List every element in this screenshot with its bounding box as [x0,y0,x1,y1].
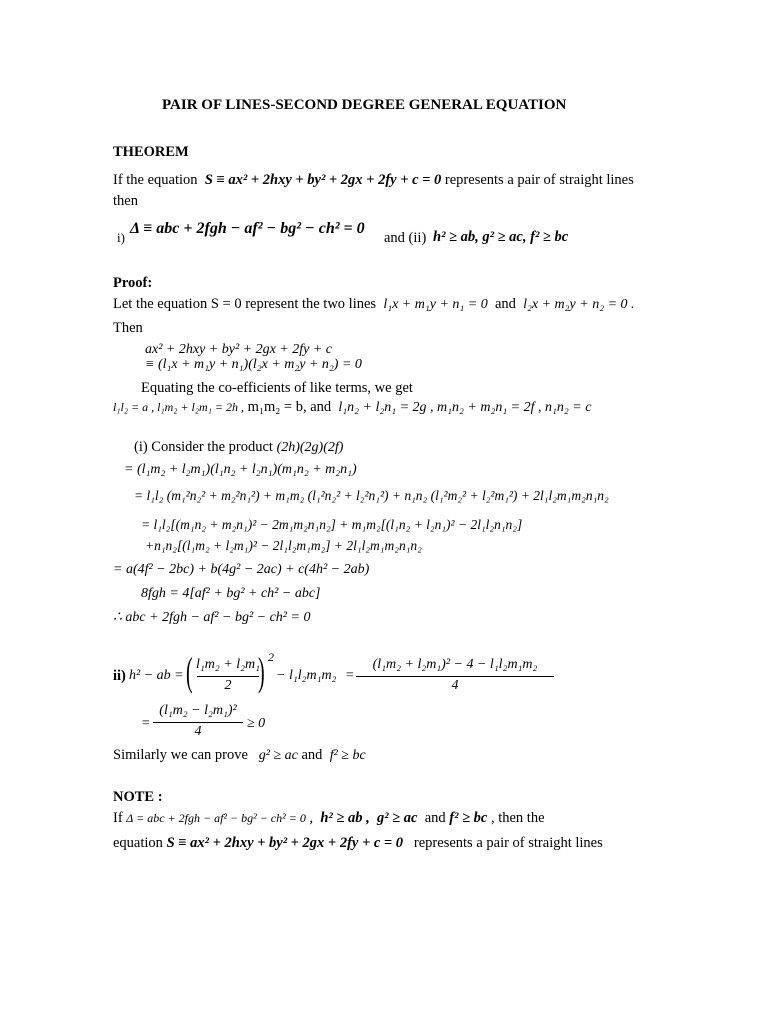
note-line-2 [113,834,603,852]
note-equation-word: equation [113,835,163,851]
theorem-intro [113,171,634,189]
condition-i-equation: Δ ≡ abc + 2fgh − af² − bg² − ch² = 0 [130,220,365,237]
minus-term: − l₁l₂m₁m₂ [276,668,337,683]
equals-sign: = [345,668,355,683]
part-i-product: (2h)(2g)(2f) [276,440,344,455]
theorem-intro-text: If the equation [113,172,198,188]
theorem-heading: THEOREM [113,144,189,160]
part-i-intro [134,438,343,457]
theorem-then: then [113,193,138,209]
right-paren: ) [258,649,265,694]
proof-line-1-text: Let the equation S = 0 represent the two lines [113,296,377,312]
part-i-step-4: +n₁n₂[(l₁m₂ + l₂m₁)² − 2l₁l₂m₁m₂] + 2l₁l₂m₁m₂n₁n₂ [145,538,422,553]
note-delta: Δ = abc + 2fgh − af² − bg² − ch² = 0 [126,811,306,825]
note-then-the: , then the [490,810,545,826]
page-title: PAIR OF LINES-SECOND DEGREE GENERAL EQUATION [162,97,567,113]
part-ii-lhs: h² − ab = [129,668,184,683]
proof-line-1 [113,295,635,314]
part-i-intro-text: (i) Consider the product [134,439,273,455]
coefficient-g-f-c: l₁n₂ + l₂n₁ = 2g , m₁n₂ + m₂n₁ = 2f , n₁n₂ = c [338,400,592,415]
proof-then: Then [113,320,143,336]
left-paren: ( [186,649,193,694]
equating-text: Equating the co-efficients of like terms, we get [141,380,413,396]
coefficient-b: m₁m₂ = b, and [247,399,332,415]
proof-heading: Proof: [113,275,153,291]
part-i-step-2: = l₁l₂ (m₁²n₂² + m₂²n₁²) + m₁m₂ (l₁²n₂² + l₂²n₁²) + n₁n₂ (l₁²m₂² + l₂²m₁²) + 2l₁l₂m₁m₂n₁n₂ [134,488,609,503]
note-if: If [113,810,123,826]
coefficient-relations [113,398,591,417]
theorem-suffix: represents a pair of straight lines [444,172,634,188]
proof-line-1-and: and [494,296,516,312]
equals-sign-2: = [141,716,151,731]
part-i-step-5: = a(4f² − 2bc) + b(4g² − 2ac) + c(4h² − 2ab) [113,562,370,577]
expansion-line-2: ≡ (l₁x + m₁y + n₁)(l₂x + m₂y + n₂) = 0 [145,357,362,372]
fraction-3-numerator: (l₁m₂ − l₂m₁)² [159,703,237,718]
fraction-1-power: 2 [268,650,274,664]
condition-ii-equation: h² ≥ ab, g² ≥ ac, f² ≥ bc [433,229,569,245]
coefficient-a-h: l₁l₂ = a , l₁m₂ + l₂m₁ = 2h , [113,400,244,414]
note-condition-h: h² ≥ ab , [320,810,370,826]
fraction-2-numerator: (l₁m₂ + l₂m₁)² − 4 − l₁l₂m₁m₂ [372,657,538,672]
note-condition-g: g² ≥ ac [376,810,418,826]
fraction-1-denominator: 2 [224,678,232,693]
note-represents: represents a pair of straight lines [413,835,603,851]
fraction-3-bar [153,722,243,723]
part-i-step-3: = l₁l₂[(m₁n₂ + m₂n₁)² − 2m₁m₂n₁n₂] + m₁m₂[(l₁n₂ + l₂n₁)² − 2l₁l₂n₁n₂] [141,517,523,532]
fraction-1-numerator: l₁m₂ + l₂m₁ [196,657,260,672]
part-i-step-6: 8fgh = 4[af² + bg² + ch² − abc] [141,586,321,601]
greater-equal-zero: ≥ 0 [247,716,266,731]
part-i-step-1: = (l₁m₂ + l₂m₁)(l₁n₂ + l₂n₁)(m₁n₂ + m₂n₁) [124,462,357,477]
fraction-2-denominator: 4 [451,678,459,693]
similarly-g-condition: g² ≥ ac [258,748,298,763]
part-ii-label: ii) [113,668,126,684]
theorem-equation: S ≡ ax² + 2hxy + by² + 2gx + 2fy + c = 0 [204,172,442,188]
condition-i-label: i) [117,230,125,245]
line-1-equation: l₁x + m₁y + n₁ = 0 [383,297,488,312]
part-i-conclusion: ∴ abc + 2fgh − af² − bg² − ch² = 0 [113,610,311,625]
similarly-text: Similarly we can prove [113,747,248,763]
note-line-1: If Δ = abc + 2fgh − af² − bg² − ch² = 0 , h² ≥ ab , g² ≥ ac and f² ≥ bc , then the [113,810,545,826]
fraction-1-bar [197,676,259,677]
note-and: and [424,810,446,826]
fraction-2-bar [356,676,554,677]
note-condition-f: f² ≥ bc [449,810,488,826]
similarly-and: and [301,747,323,763]
note-equation: S ≡ ax² + 2hxy + by² + 2gx + 2fy + c = 0 [166,835,404,851]
note-heading: NOTE : [113,789,163,805]
expansion-line-1: ax² + 2hxy + by² + 2gx + 2fy + c [145,342,333,357]
condition-ii-label: and (ii) [384,230,427,246]
similarly-line [113,746,366,765]
similarly-f-condition: f² ≥ bc [329,748,366,763]
line-2-equation: l₂x + m₂y + n₂ = 0 . [523,297,635,312]
fraction-3-denominator: 4 [194,724,202,739]
